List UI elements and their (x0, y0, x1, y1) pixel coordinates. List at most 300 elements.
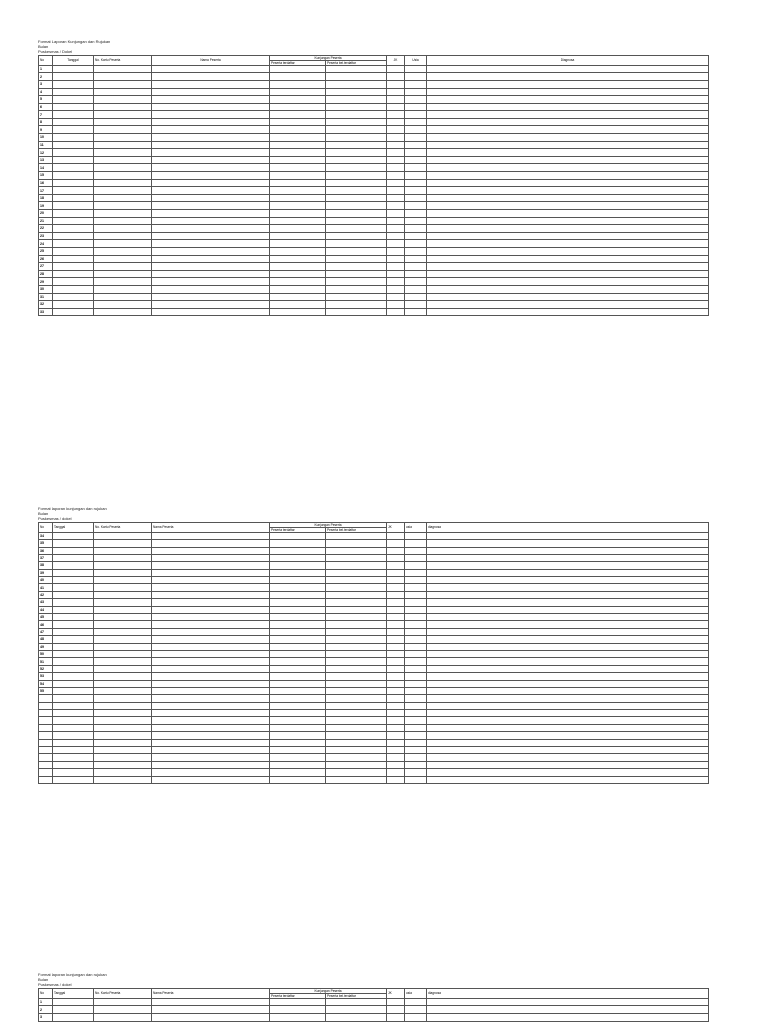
row-number: 12 (39, 149, 53, 157)
row-number: 16 (39, 179, 53, 187)
table-row (39, 202, 709, 210)
table-row (39, 643, 709, 650)
cell-tanggal (53, 217, 94, 225)
cell-terdaftar (270, 270, 326, 278)
cell-nama (152, 658, 270, 665)
cell-jk (387, 141, 405, 149)
cell-tanggal (53, 591, 94, 598)
cell-kartu (94, 278, 152, 286)
cell-nama (152, 103, 270, 111)
cell-jk (387, 673, 405, 680)
cell-belum-terdaftar (326, 584, 387, 591)
col-terdaftar: Peserta terdaftar (270, 527, 326, 532)
table-row (39, 149, 709, 157)
cell-jk (387, 761, 405, 768)
row-number: 1 (39, 65, 53, 73)
cell-terdaftar (270, 769, 326, 776)
cell-kartu (94, 263, 152, 271)
table-row (39, 1006, 709, 1014)
cell-diagnosa (427, 650, 709, 657)
cell-usia (405, 569, 427, 576)
cell-tanggal (53, 225, 94, 233)
cell-usia (405, 695, 427, 702)
row-number: 20 (39, 210, 53, 218)
cell-jk (387, 702, 405, 709)
cell-nama (152, 65, 270, 73)
cell-kartu (94, 658, 152, 665)
table-row (39, 695, 709, 702)
cell-tanggal (53, 156, 94, 164)
cell-jk (387, 270, 405, 278)
cell-jk (387, 695, 405, 702)
cell-usia (405, 255, 427, 263)
cell-usia (405, 308, 427, 316)
cell-tanggal (53, 540, 94, 547)
cell-tanggal (53, 636, 94, 643)
row-number: 17 (39, 187, 53, 195)
cell-jk (387, 680, 405, 687)
cell-nama (152, 562, 270, 569)
cell-usia (405, 172, 427, 180)
cell-jk (387, 149, 405, 157)
cell-belum-terdaftar (326, 732, 387, 739)
cell-nama (152, 202, 270, 210)
cell-nama (152, 724, 270, 731)
cell-kartu (94, 179, 152, 187)
table-row (39, 308, 709, 316)
cell-terdaftar (270, 606, 326, 613)
cell-nama (152, 247, 270, 255)
cell-jk (387, 240, 405, 248)
cell-terdaftar (270, 673, 326, 680)
cell-kartu (94, 599, 152, 606)
cell-diagnosa (427, 225, 709, 233)
cell-jk (387, 88, 405, 96)
table-row (39, 606, 709, 613)
row-number: 33 (39, 308, 53, 316)
cell-nama (152, 210, 270, 218)
cell-diagnosa (427, 263, 709, 271)
cell-usia (405, 724, 427, 731)
table-row (39, 172, 709, 180)
cell-kartu (94, 96, 152, 104)
cell-nama (152, 665, 270, 672)
cell-terdaftar (270, 1006, 326, 1014)
cell-terdaftar (270, 80, 326, 88)
cell-belum-terdaftar (326, 232, 387, 240)
cell-diagnosa (427, 621, 709, 628)
cell-nama (152, 584, 270, 591)
cell-terdaftar (270, 761, 326, 768)
table-row (39, 141, 709, 149)
cell-belum-terdaftar (326, 710, 387, 717)
cell-kartu (94, 643, 152, 650)
cell-belum-terdaftar (326, 532, 387, 539)
cell-tanggal (53, 687, 94, 694)
cell-kartu (94, 628, 152, 635)
row-number (39, 776, 53, 783)
cell-kartu (94, 577, 152, 584)
cell-terdaftar (270, 255, 326, 263)
table-row (39, 532, 709, 539)
cell-jk (387, 187, 405, 195)
table-row (39, 179, 709, 187)
cell-nama (152, 717, 270, 724)
cell-belum-terdaftar (326, 149, 387, 157)
report-title: Format laporan kunjungan dan rujukan (38, 972, 107, 977)
table-row (39, 194, 709, 202)
cell-kartu (94, 569, 152, 576)
cell-jk (387, 584, 405, 591)
cell-terdaftar (270, 187, 326, 195)
cell-belum-terdaftar (326, 761, 387, 768)
cell-tanggal (53, 532, 94, 539)
table-row (39, 724, 709, 731)
cell-usia (405, 532, 427, 539)
col-no: No (39, 988, 53, 998)
cell-nama (152, 695, 270, 702)
cell-diagnosa (427, 687, 709, 694)
report-rows (39, 65, 709, 316)
cell-kartu (94, 732, 152, 739)
row-number: 14 (39, 164, 53, 172)
cell-belum-terdaftar (326, 103, 387, 111)
col-no: No (39, 522, 53, 532)
cell-kartu (94, 126, 152, 134)
cell-kartu (94, 998, 152, 1006)
cell-diagnosa (427, 628, 709, 635)
cell-kartu (94, 285, 152, 293)
table-row (39, 134, 709, 142)
cell-usia (405, 263, 427, 271)
cell-diagnosa (427, 179, 709, 187)
cell-terdaftar (270, 643, 326, 650)
cell-nama (152, 255, 270, 263)
cell-jk (387, 554, 405, 561)
cell-belum-terdaftar (326, 747, 387, 754)
cell-usia (405, 278, 427, 286)
cell-belum-terdaftar (326, 194, 387, 202)
cell-nama (152, 680, 270, 687)
cell-terdaftar (270, 217, 326, 225)
cell-tanggal (53, 149, 94, 157)
cell-nama (152, 240, 270, 248)
cell-kartu (94, 761, 152, 768)
cell-diagnosa (427, 747, 709, 754)
cell-usia (405, 761, 427, 768)
cell-tanggal (53, 111, 94, 119)
cell-belum-terdaftar (326, 776, 387, 783)
cell-tanggal (53, 547, 94, 554)
cell-terdaftar (270, 194, 326, 202)
cell-diagnosa (427, 301, 709, 309)
row-number (39, 717, 53, 724)
cell-diagnosa (427, 547, 709, 554)
cell-belum-terdaftar (326, 263, 387, 271)
report-block-3 (38, 973, 709, 1022)
cell-terdaftar (270, 621, 326, 628)
report-block-1 (38, 40, 709, 316)
cell-terdaftar (270, 118, 326, 126)
cell-terdaftar (270, 210, 326, 218)
row-number: 3 (39, 1013, 53, 1021)
cell-diagnosa (427, 149, 709, 157)
table-row (39, 263, 709, 271)
col-jk: JK (387, 522, 405, 532)
col-diagnosa: diagnosa (427, 522, 709, 532)
row-number: 53 (39, 673, 53, 680)
cell-terdaftar (270, 103, 326, 111)
cell-terdaftar (270, 687, 326, 694)
cell-jk (387, 628, 405, 635)
col-diagnosa: Diagnosa (427, 55, 709, 65)
report-header (38, 507, 709, 522)
cell-jk (387, 202, 405, 210)
cell-tanggal (53, 614, 94, 621)
cell-diagnosa (427, 278, 709, 286)
cell-terdaftar (270, 308, 326, 316)
cell-nama (152, 301, 270, 309)
cell-terdaftar (270, 702, 326, 709)
cell-diagnosa (427, 194, 709, 202)
cell-jk (387, 998, 405, 1006)
cell-usia (405, 665, 427, 672)
cell-diagnosa (427, 80, 709, 88)
cell-nama (152, 702, 270, 709)
cell-jk (387, 96, 405, 104)
cell-jk (387, 540, 405, 547)
col-jk: JK (387, 988, 405, 998)
cell-nama (152, 285, 270, 293)
cell-belum-terdaftar (326, 650, 387, 657)
cell-diagnosa (427, 643, 709, 650)
cell-belum-terdaftar (326, 606, 387, 613)
col-usia: usia (405, 522, 427, 532)
cell-belum-terdaftar (326, 673, 387, 680)
cell-kartu (94, 1006, 152, 1014)
cell-jk (387, 255, 405, 263)
row-number: 5 (39, 96, 53, 104)
cell-jk (387, 179, 405, 187)
cell-diagnosa (427, 636, 709, 643)
cell-jk (387, 217, 405, 225)
cell-diagnosa (427, 96, 709, 104)
cell-nama (152, 278, 270, 286)
cell-kartu (94, 540, 152, 547)
row-number: 15 (39, 172, 53, 180)
cell-jk (387, 1013, 405, 1021)
cell-diagnosa (427, 73, 709, 81)
table-row (39, 584, 709, 591)
table-row (39, 293, 709, 301)
cell-usia (405, 88, 427, 96)
cell-usia (405, 247, 427, 255)
cell-tanggal (53, 293, 94, 301)
cell-tanggal (53, 650, 94, 657)
table-row (39, 680, 709, 687)
cell-terdaftar (270, 1013, 326, 1021)
table-row (39, 240, 709, 248)
table-row (39, 569, 709, 576)
cell-nama (152, 540, 270, 547)
cell-nama (152, 577, 270, 584)
cell-tanggal (53, 998, 94, 1006)
row-number: 18 (39, 194, 53, 202)
row-number: 32 (39, 301, 53, 309)
cell-diagnosa (427, 584, 709, 591)
cell-diagnosa (427, 1006, 709, 1014)
report-month-label: Bulan (38, 510, 49, 516)
cell-terdaftar (270, 179, 326, 187)
cell-nama (152, 710, 270, 717)
cell-tanggal (53, 278, 94, 286)
cell-tanggal (53, 702, 94, 709)
cell-terdaftar (270, 65, 326, 73)
cell-diagnosa (427, 65, 709, 73)
table-row (39, 658, 709, 665)
cell-terdaftar (270, 540, 326, 547)
cell-belum-terdaftar (326, 187, 387, 195)
cell-usia (405, 621, 427, 628)
cell-usia (405, 614, 427, 621)
table-row (39, 210, 709, 218)
cell-kartu (94, 187, 152, 195)
cell-tanggal (53, 569, 94, 576)
report-facility-label: Puskesmas / Dokel (38, 48, 73, 54)
cell-nama (152, 263, 270, 271)
cell-diagnosa (427, 665, 709, 672)
cell-terdaftar (270, 665, 326, 672)
cell-terdaftar (270, 88, 326, 96)
cell-diagnosa (427, 247, 709, 255)
cell-terdaftar (270, 96, 326, 104)
cell-diagnosa (427, 680, 709, 687)
row-number: 35 (39, 540, 53, 547)
cell-usia (405, 285, 427, 293)
cell-jk (387, 80, 405, 88)
cell-usia (405, 650, 427, 657)
cell-belum-terdaftar (326, 998, 387, 1006)
cell-tanggal (53, 1006, 94, 1014)
cell-jk (387, 164, 405, 172)
row-number: 19 (39, 202, 53, 210)
cell-belum-terdaftar (326, 96, 387, 104)
row-number (39, 747, 53, 754)
cell-usia (405, 301, 427, 309)
cell-jk (387, 126, 405, 134)
cell-usia (405, 270, 427, 278)
table-row (39, 650, 709, 657)
report-title: Format laporan kunjungan dan rujukan (38, 506, 107, 511)
table-row (39, 769, 709, 776)
cell-jk (387, 739, 405, 746)
cell-terdaftar (270, 164, 326, 172)
cell-diagnosa (427, 187, 709, 195)
cell-belum-terdaftar (326, 687, 387, 694)
cell-nama (152, 1013, 270, 1021)
row-number: 48 (39, 636, 53, 643)
cell-belum-terdaftar (326, 126, 387, 134)
table-row (39, 665, 709, 672)
cell-usia (405, 998, 427, 1006)
cell-usia (405, 293, 427, 301)
table-row (39, 126, 709, 134)
report-rows (39, 998, 709, 1021)
cell-diagnosa (427, 702, 709, 709)
cell-kartu (94, 636, 152, 643)
row-number (39, 702, 53, 709)
cell-belum-terdaftar (326, 599, 387, 606)
cell-diagnosa (427, 285, 709, 293)
cell-jk (387, 591, 405, 598)
table-row (39, 673, 709, 680)
cell-usia (405, 156, 427, 164)
report-table (38, 55, 709, 317)
cell-jk (387, 293, 405, 301)
cell-tanggal (53, 1013, 94, 1021)
cell-diagnosa (427, 111, 709, 119)
cell-terdaftar (270, 636, 326, 643)
cell-belum-terdaftar (326, 680, 387, 687)
cell-diagnosa (427, 769, 709, 776)
cell-kartu (94, 680, 152, 687)
row-number: 21 (39, 217, 53, 225)
cell-tanggal (53, 739, 94, 746)
cell-belum-terdaftar (326, 628, 387, 635)
cell-terdaftar (270, 628, 326, 635)
cell-belum-terdaftar (326, 1006, 387, 1014)
cell-kartu (94, 194, 152, 202)
cell-diagnosa (427, 761, 709, 768)
cell-tanggal (53, 717, 94, 724)
col-nama: Nama Peserta (152, 988, 270, 998)
cell-jk (387, 658, 405, 665)
cell-usia (405, 547, 427, 554)
cell-tanggal (53, 179, 94, 187)
cell-diagnosa (427, 88, 709, 96)
cell-belum-terdaftar (326, 270, 387, 278)
cell-jk (387, 650, 405, 657)
table-row (39, 717, 709, 724)
cell-tanggal (53, 628, 94, 635)
cell-terdaftar (270, 724, 326, 731)
cell-kartu (94, 156, 152, 164)
cell-kartu (94, 103, 152, 111)
col-kartu: No. Kartu Peserta (94, 988, 152, 998)
cell-tanggal (53, 658, 94, 665)
cell-tanggal (53, 643, 94, 650)
table-row (39, 776, 709, 783)
cell-diagnosa (427, 240, 709, 248)
row-number: 27 (39, 263, 53, 271)
table-row (39, 710, 709, 717)
cell-usia (405, 225, 427, 233)
col-diagnosa: diagnosa (427, 988, 709, 998)
cell-kartu (94, 164, 152, 172)
cell-diagnosa (427, 532, 709, 539)
cell-belum-terdaftar (326, 285, 387, 293)
cell-kartu (94, 65, 152, 73)
table-row (39, 225, 709, 233)
cell-terdaftar (270, 650, 326, 657)
cell-diagnosa (427, 710, 709, 717)
cell-jk (387, 247, 405, 255)
cell-nama (152, 628, 270, 635)
row-number: 13 (39, 156, 53, 164)
row-number: 42 (39, 591, 53, 598)
cell-diagnosa (427, 134, 709, 142)
cell-tanggal (53, 599, 94, 606)
